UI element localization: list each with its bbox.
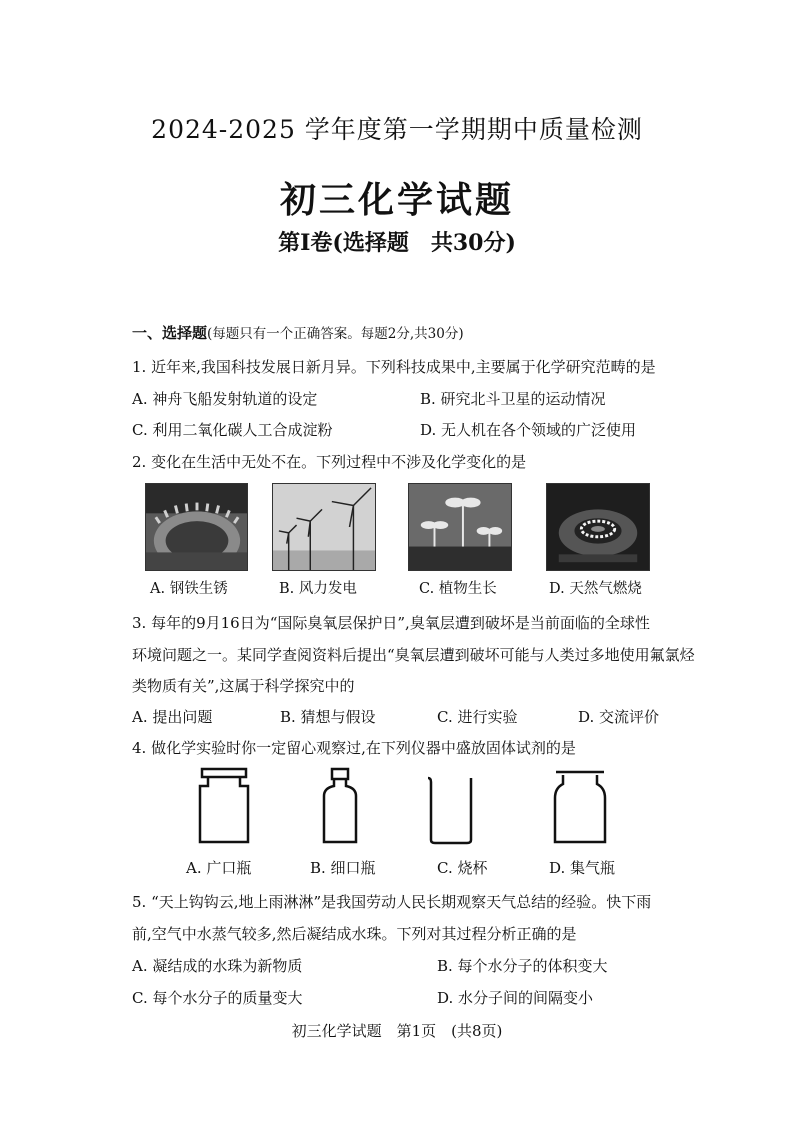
question-4-option-b: B. 细口瓶 (310, 859, 376, 877)
gas-flame-photo (546, 483, 650, 571)
beaker-icon (427, 766, 475, 846)
question-2-option-c: C. 植物生长 (419, 581, 497, 597)
question-1-option-b: B. 研究北斗卫星的运动情况 (420, 390, 606, 408)
question-3-option-d: D. 交流评价 (578, 708, 660, 726)
question-5-option-b: B. 每个水分子的体积变大 (437, 957, 608, 975)
volume-title: 第Ⅰ卷(选择题 共30分) (278, 230, 516, 256)
question-5-stem-line-1: 5. “天上钩钩云,地上雨淋淋”是我国劳动人民长期观察天气总结的经验。快下雨 (132, 893, 652, 911)
question-4-option-d: D. 集气瓶 (549, 859, 616, 877)
question-1-option-c: C. 利用二氧化碳人工合成淀粉 (132, 421, 333, 439)
question-3-option-b: B. 猜想与假设 (280, 708, 376, 726)
section-heading-label: 一、选择题 (132, 324, 208, 342)
question-5-option-d: D. 水分子间的间隔变小 (437, 989, 594, 1007)
section-heading-note: (每题只有一个正确答案。每题2分,共30分) (207, 326, 464, 342)
question-2-option-b: B. 风力发电 (279, 581, 357, 597)
question-4-option-c: C. 烧杯 (437, 859, 488, 877)
question-3-option-a: A. 提出问题 (132, 708, 213, 726)
question-2-option-a: A. 钢铁生锈 (150, 581, 228, 597)
question-3-stem-line-3: 类物质有关”,这属于科学探究中的 (132, 677, 355, 695)
question-2-option-d: D. 天然气燃烧 (549, 581, 642, 597)
question-4-stem: 4. 做化学实验时你一定留心观察过,在下列仪器中盛放固体试剂的是 (132, 739, 576, 757)
seedling-photo (408, 483, 512, 571)
question-3-stem-line-1: 3. 每年的9月16日为“国际臭氧层保护日”,臭氧层遭到破坏是当前面临的全球性 (132, 614, 650, 632)
question-5-stem-line-2: 前,空气中水蒸气较多,然后凝结成水珠。下列对其过程分析正确的是 (132, 925, 577, 943)
narrow-mouth-bottle-icon (320, 766, 360, 846)
wind-turbine-photo (272, 483, 376, 571)
exam-title: 2024-2025 学年度第一学期期中质量检测 (151, 115, 643, 144)
question-1-option-d: D. 无人机在各个领域的广泛使用 (420, 421, 637, 439)
section-heading (132, 322, 464, 343)
question-5-option-c: C. 每个水分子的质量变大 (132, 989, 303, 1007)
question-2-stem: 2. 变化在生活中无处不在。下列过程中不涉及化学变化的是 (132, 453, 527, 471)
question-1-stem: 1. 近年来,我国科技发展日新月异。下列科技成果中,主要属于化学研究范畴的是 (132, 358, 656, 376)
wide-mouth-bottle-icon (198, 766, 250, 846)
question-1-option-a: A. 神舟飞船发射轨道的设定 (132, 390, 318, 408)
question-3-stem-line-2: 环境问题之一。某同学查阅资料后提出“臭氧层遭到破坏可能与人类过多地使用氟氯烃 (132, 646, 695, 664)
page-footer: 初三化学试题 第1页 (共8页) (291, 1022, 503, 1040)
question-3-option-c: C. 进行实验 (437, 708, 518, 726)
gas-jar-icon (553, 766, 607, 846)
question-4-option-a: A. 广口瓶 (186, 859, 252, 877)
question-5-option-a: A. 凝结成的水珠为新物质 (132, 957, 303, 975)
subject-title: 初三化学试题 (279, 179, 514, 221)
gear-rust-photo (145, 483, 248, 571)
